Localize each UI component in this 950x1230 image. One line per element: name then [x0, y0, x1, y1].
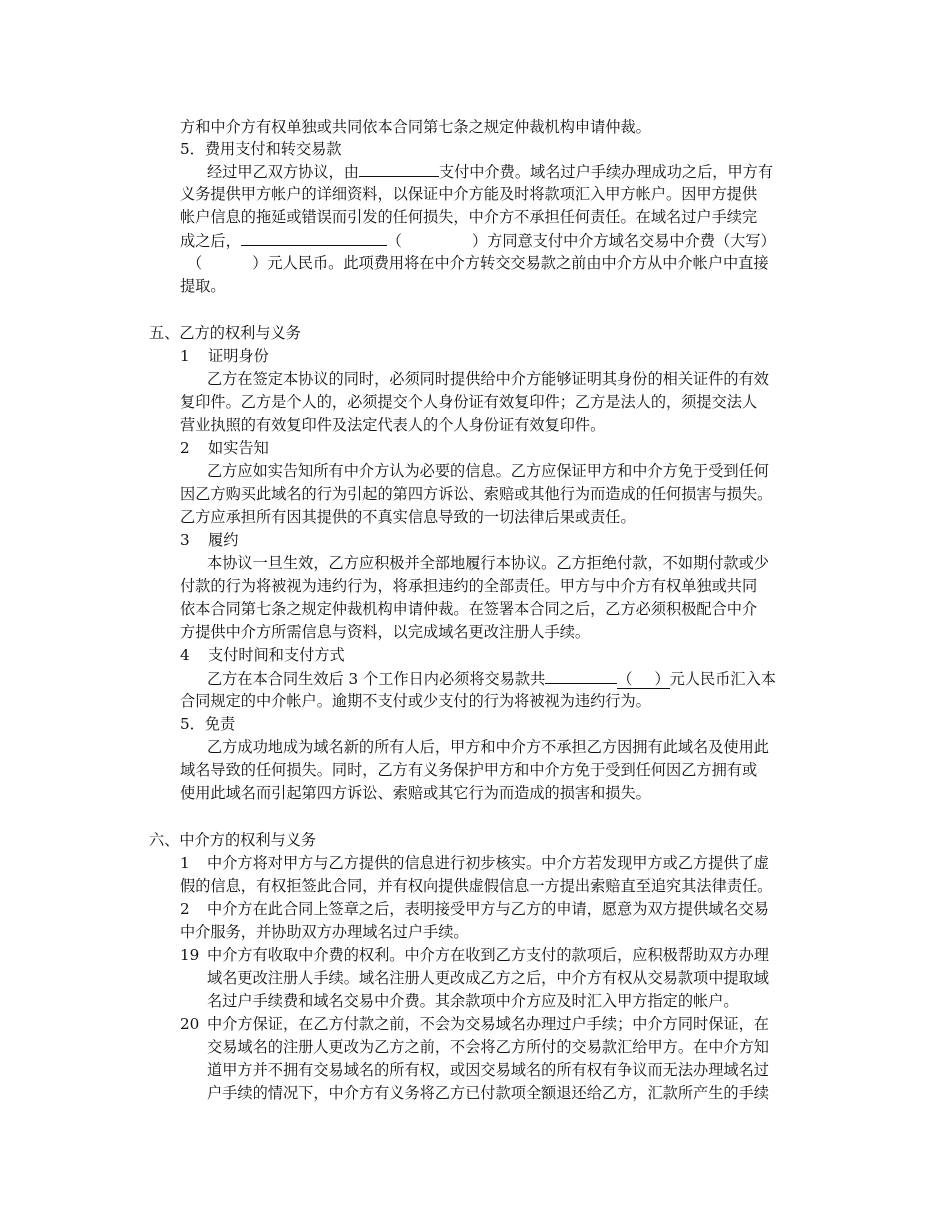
paragraph-line: 域名导致的任何损失。同时，乙方有义务保护甲方和中介方免于受到任何因乙方拥有或: [180, 761, 758, 779]
item-number: 19: [180, 946, 200, 964]
paragraph-line: 户手续的情况下，中介方有义务将乙方已付款项全额退还给乙方，汇款所产生的手续: [207, 1084, 769, 1102]
paragraph-line: 经过甲乙双方协议，由 支付中介费。域名过户手续办理成功之后，甲方有: [207, 160, 773, 183]
paragraph-line: 交易域名的注册人更改为乙方之前，不会将乙方所付的交易款汇给甲方。在中介方知: [207, 1038, 769, 1056]
item-title: 如实告知: [208, 439, 269, 457]
paragraph-line: 中介方保证，在乙方付款之前，不会为交易域名办理过户手续；中介方同时保证，在: [207, 1015, 769, 1033]
item-number: 1: [180, 347, 190, 365]
paragraph-line: 复印件。乙方是个人的，必须提交个人身份证有效复印件；乙方是法人的，须提交法人: [180, 393, 758, 411]
paragraph-line: 乙方应如实告知所有中介方认为必要的信息。乙方应保证甲方和中介方免于受到任何: [207, 462, 769, 480]
blank-line: [241, 229, 387, 246]
item-number: 3: [180, 531, 190, 549]
item-title: 证明身份: [208, 347, 269, 365]
blank-line: [545, 667, 617, 684]
paragraph-line: 道甲方并不拥有交易域名的所有权，或因交易域名的所有权有争议而无法办理域名过: [207, 1061, 769, 1079]
item-number: 1: [180, 854, 190, 872]
paragraph-line: 域名更改注册人手续。域名注册人更改成乙方之后，中介方有权从交易款项中提取域: [207, 969, 769, 987]
paragraph-line: 帐户信息的拖延或错误而引发的任何损失，中介方不承担任何责任。在域名过户手续完: [180, 208, 758, 226]
paragraph-line: 合同规定的中介帐户。逾期不支付或少支付的行为将被视为违约行为。: [180, 692, 651, 710]
item-title: 支付时间和支付方式: [208, 646, 345, 664]
paragraph-line: 义务提供甲方帐户的详细资料，以保证中介方能及时将款项汇入甲方帐户。因甲方提供: [180, 185, 758, 203]
paragraph-line: 名过户手续费和域名交易中介费。其余款项中介方应及时汇入甲方指定的帐户。: [207, 992, 739, 1010]
item-number: 2: [180, 439, 190, 457]
paragraph-line: 因乙方购买此域名的行为引起的第四方诉讼、索赔或其他行为而造成的任何损害与损失。: [180, 485, 773, 503]
paragraph-line: 乙方在签定本协议的同时，必须同时提供给中介方能够证明其身份的相关证件的有效: [207, 370, 769, 388]
section-title: 六、中介方的权利与义务: [149, 831, 317, 849]
blank-line: （ ）: [617, 670, 670, 688]
item-title: 履约: [208, 531, 239, 549]
item-number: 2: [180, 900, 190, 918]
paragraph-line: 付款的行为将被视为违约行为，将承担违约的全部责任。甲方与中介方有权单独或共同: [180, 577, 758, 595]
paragraph-line: 营业执照的有效复印件及法定代表人的个人身份证有效复印件。: [180, 416, 606, 434]
paragraph-line: 方和中介方有权单独或共同依本合同第七条之规定仲裁机构申请仲裁。: [180, 118, 651, 136]
subsection-heading: 5．费用支付和转交易款: [180, 140, 342, 158]
paragraph-line: 乙方应承担所有因其提供的不真实信息导致的一切法律后果或责任。: [180, 508, 636, 526]
paragraph-line: 乙方成功地成为域名新的所有人后，甲方和中介方不承担乙方因拥有此域名及使用此: [207, 738, 769, 756]
paragraph-line: 假的信息，有权拒签此合同，并有权向提供虚假信息一方提出索赔直至追究其法律责任。: [180, 877, 773, 895]
paragraph-line: 提取。: [180, 277, 226, 295]
paragraph-line: 中介服务，并协助双方办理域名过户手续。: [180, 923, 469, 941]
paragraph-line: 依本合同第七条之规定仲裁机构申请仲裁。在签署本合同之后，乙方必须积极配合中介: [180, 600, 758, 618]
paragraph-line: 中介方将对甲方与乙方提供的信息进行初步核实。中介方若发现甲方或乙方提供了虚: [207, 854, 769, 872]
paragraph-line: 使用此域名而引起第四方诉讼、索赔或其它行为而造成的损害和损失。: [180, 784, 651, 802]
paragraph-line: 中介方有收取中介费的权利。中介方在收到乙方支付的款项后，应积极帮助双方办理: [207, 946, 769, 964]
paragraph-line: 成之后， （ ）方同意支付中介方域名交易中介费（大写）: [180, 229, 776, 252]
blank-line: [359, 160, 439, 177]
paragraph-line: 方提供中介方所需信息与资料，以完成域名更改注册人手续。: [180, 623, 591, 641]
paragraph-line: 中介方在此合同上签章之后，表明接受甲方与乙方的申请，愿意为双方提供域名交易: [207, 900, 769, 918]
section-title: 五、乙方的权利与义务: [149, 324, 301, 342]
paragraph-line: 本协议一旦生效，乙方应积极并全部地履行本协议。乙方拒绝付款，不如期付款或少: [207, 554, 769, 572]
paragraph-line: （ ）元人民币。此项费用将在中介方转交交易款之前由中介方从中介帐户中直接: [187, 254, 769, 272]
item-number: 4: [180, 646, 190, 664]
subsection-heading: 5．免责: [180, 715, 236, 733]
item-number: 20: [180, 1015, 200, 1033]
paragraph-line: 乙方在本合同生效后 3 个工作日内必须将交易款共 （ ）元人民币汇入本: [207, 667, 776, 690]
